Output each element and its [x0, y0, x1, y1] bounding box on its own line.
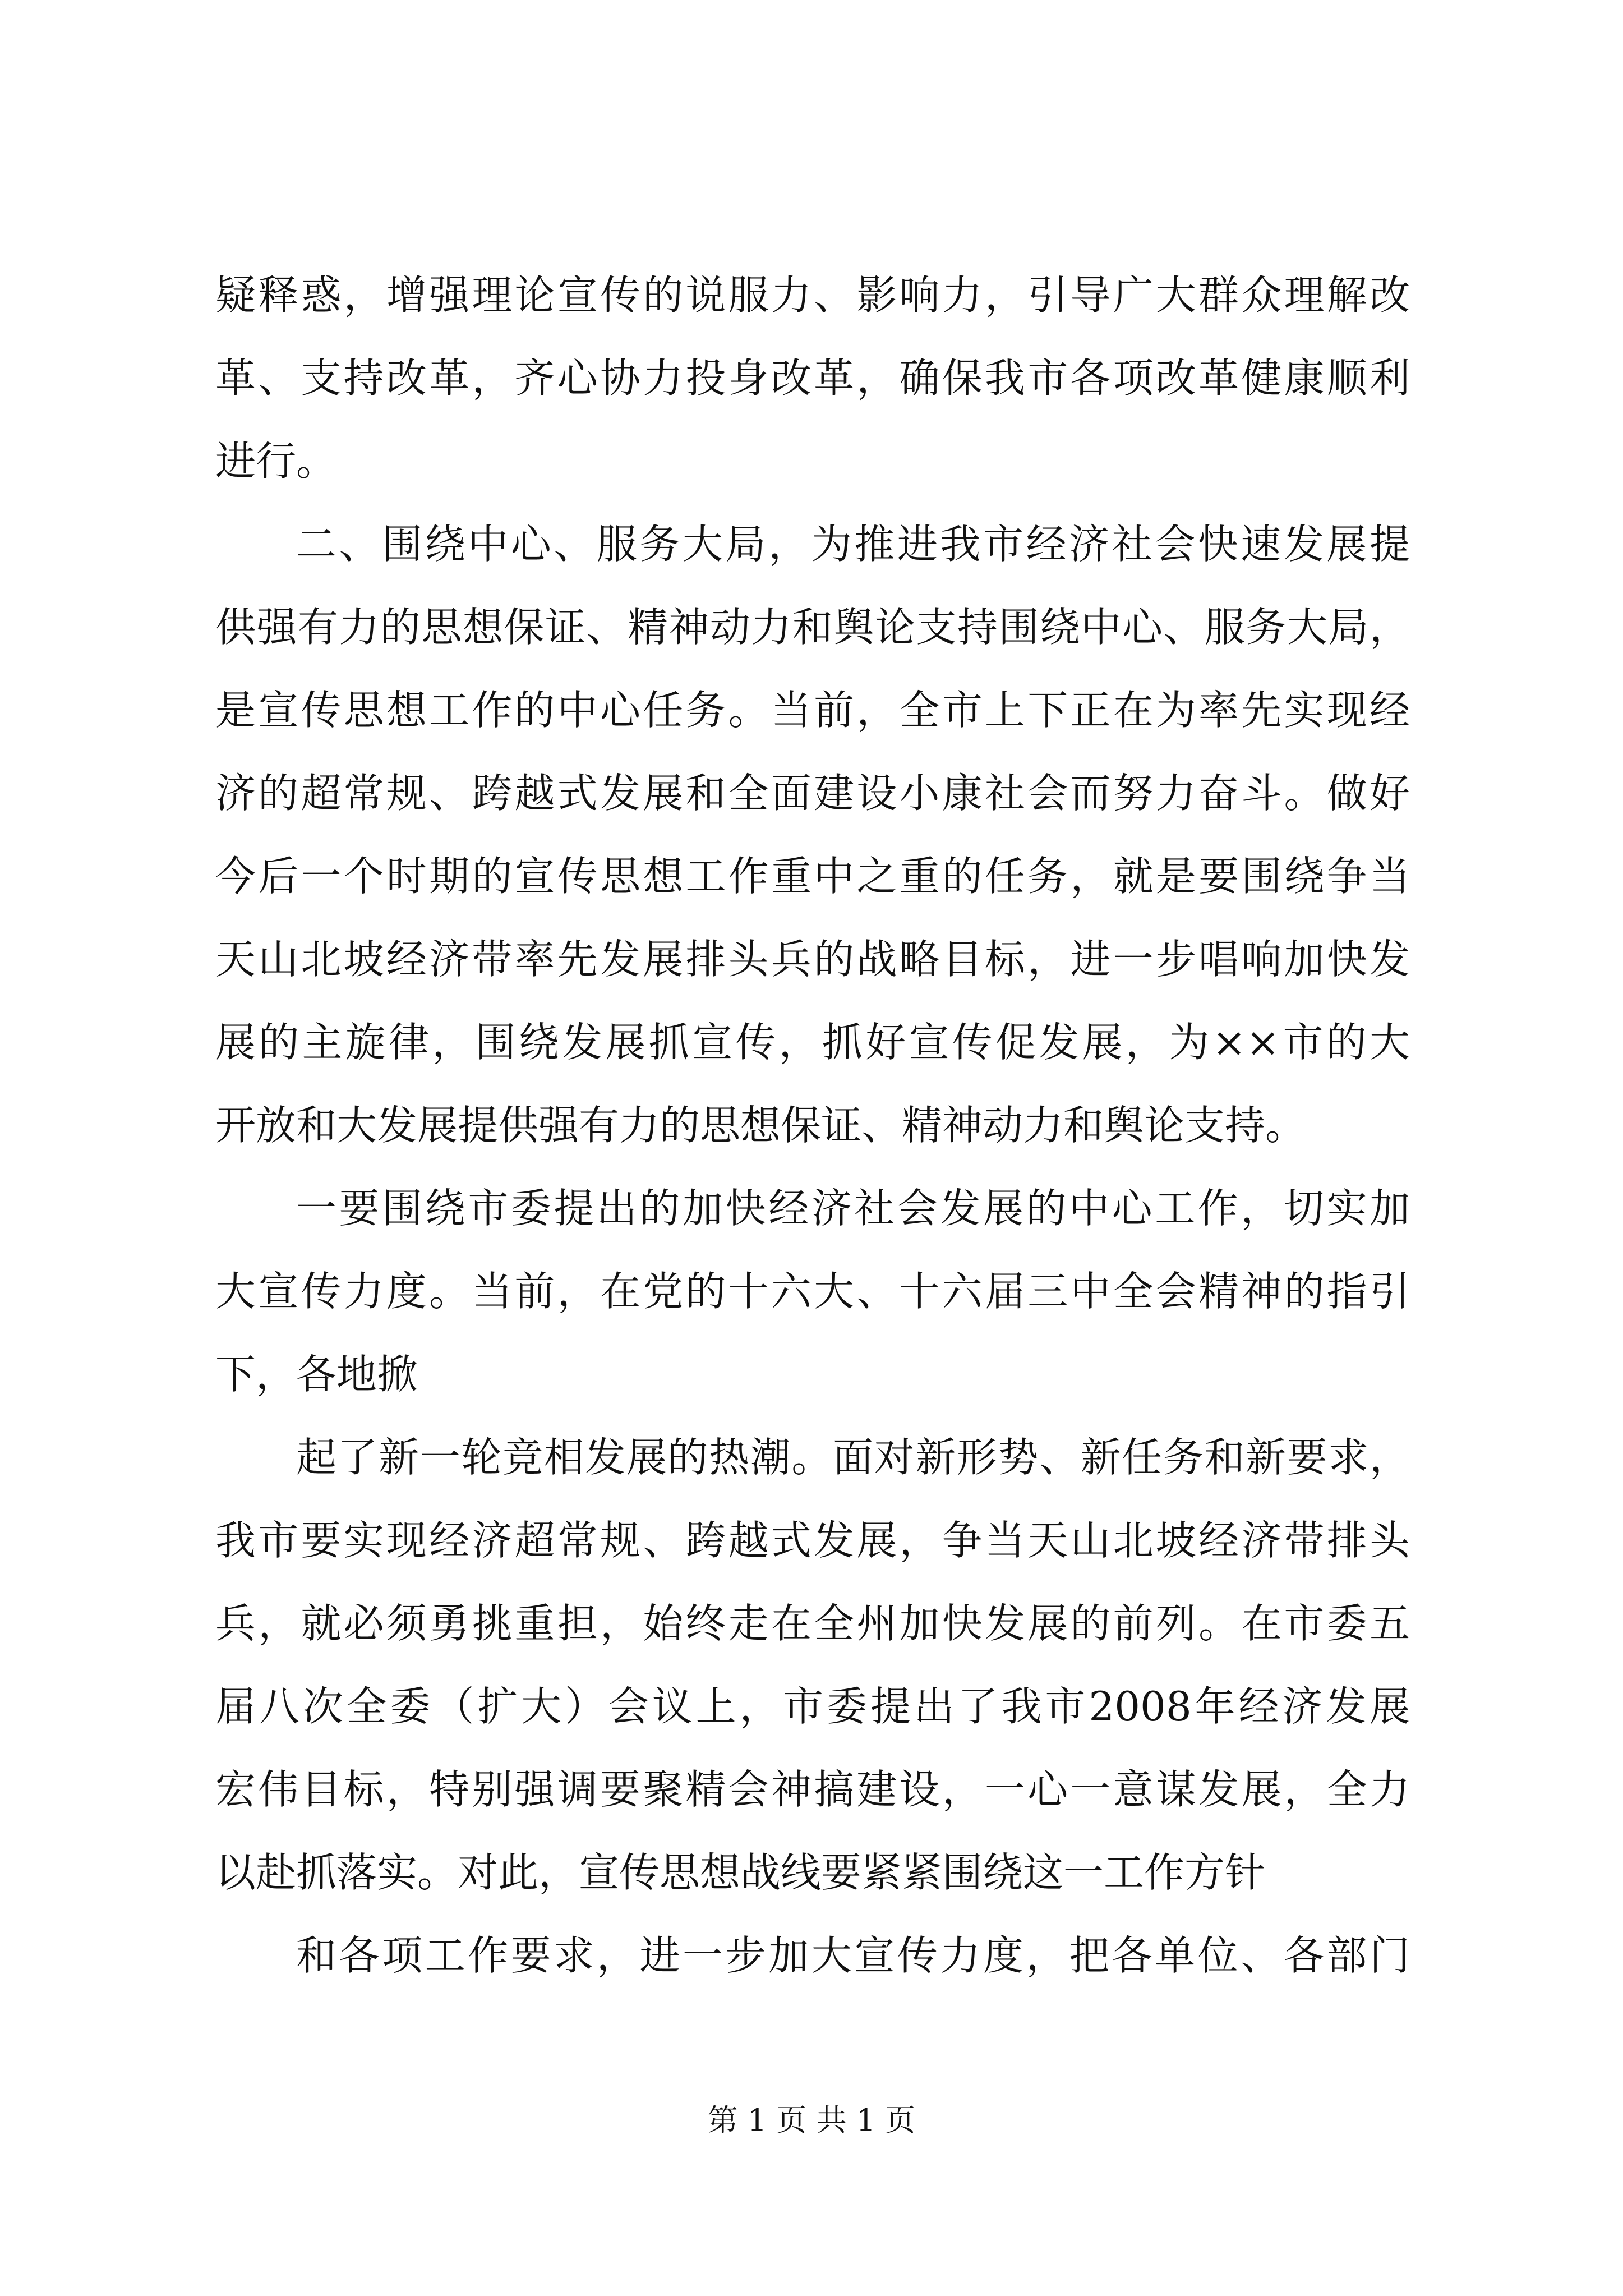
text-line: 供强有力的思想保证、精神动力和舆论支持围绕中心、服务大局，: [215, 604, 1410, 651]
text-line: 进行。: [215, 438, 337, 485]
text-line: 今后一个时期的宣传思想工作重中之重的任务，就是要围绕争当: [215, 853, 1410, 900]
text-line: 届八次全委（扩大）会议上，市委提出了我市2008年经济发展: [215, 1683, 1410, 1730]
text-line: 大宣传力度。当前，在党的十六大、十六届三中全会精神的指引: [215, 1268, 1410, 1315]
text-line: 天山北坡经济带率先发展排头兵的战略目标，进一步唱响加快发: [215, 936, 1410, 983]
text-line: 下，各地掀: [215, 1351, 418, 1398]
document-body: [215, 254, 1410, 1997]
text-line: 兵，就必须勇挑重担，始终走在全州加快发展的前列。在市委五: [215, 1600, 1410, 1647]
text-line: 我市要实现经济超常规、跨越式发展，争当天山北坡经济带排头: [215, 1517, 1410, 1564]
paragraph-start-line: 起了新一轮竞相发展的热潮。面对新形势、新任务和新要求，: [296, 1434, 1410, 1481]
text-line: 是宣传思想工作的中心任务。当前，全市上下正在为率先实现经: [215, 687, 1410, 734]
text-line: 开放和大发展提供强有力的思想保证、精神动力和舆论支持。: [215, 1102, 1306, 1149]
text-line: 革、支持改革，齐心协力投身改革，确保我市各项改革健康顺利: [215, 355, 1410, 402]
paragraph-start-line: 和各项工作要求，进一步加大宣传力度，把各单位、各部门: [296, 1932, 1410, 1979]
page-number-footer: 第 1 页 共 1 页: [707, 2102, 916, 2138]
text-line: 展的主旋律，围绕发展抓宣传，抓好宣传促发展，为××市的大: [215, 1019, 1410, 1066]
paragraph-start-line: 二、围绕中心、服务大局，为推进我市经济社会快速发展提: [296, 521, 1410, 568]
paragraph-start-line: 一要围绕市委提出的加快经济社会发展的中心工作，切实加: [296, 1185, 1410, 1232]
text-line: 疑释惑，增强理论宣传的说服力、影响力，引导广大群众理解改: [215, 272, 1410, 319]
text-line: 以赴抓落实。对此，宣传思想战线要紧紧围绕这一工作方针: [215, 1849, 1266, 1896]
text-line: 宏伟目标，特别强调要聚精会神搞建设，一心一意谋发展，全力: [215, 1766, 1410, 1813]
text-line: 济的超常规、跨越式发展和全面建设小康社会而努力奋斗。做好: [215, 770, 1410, 817]
